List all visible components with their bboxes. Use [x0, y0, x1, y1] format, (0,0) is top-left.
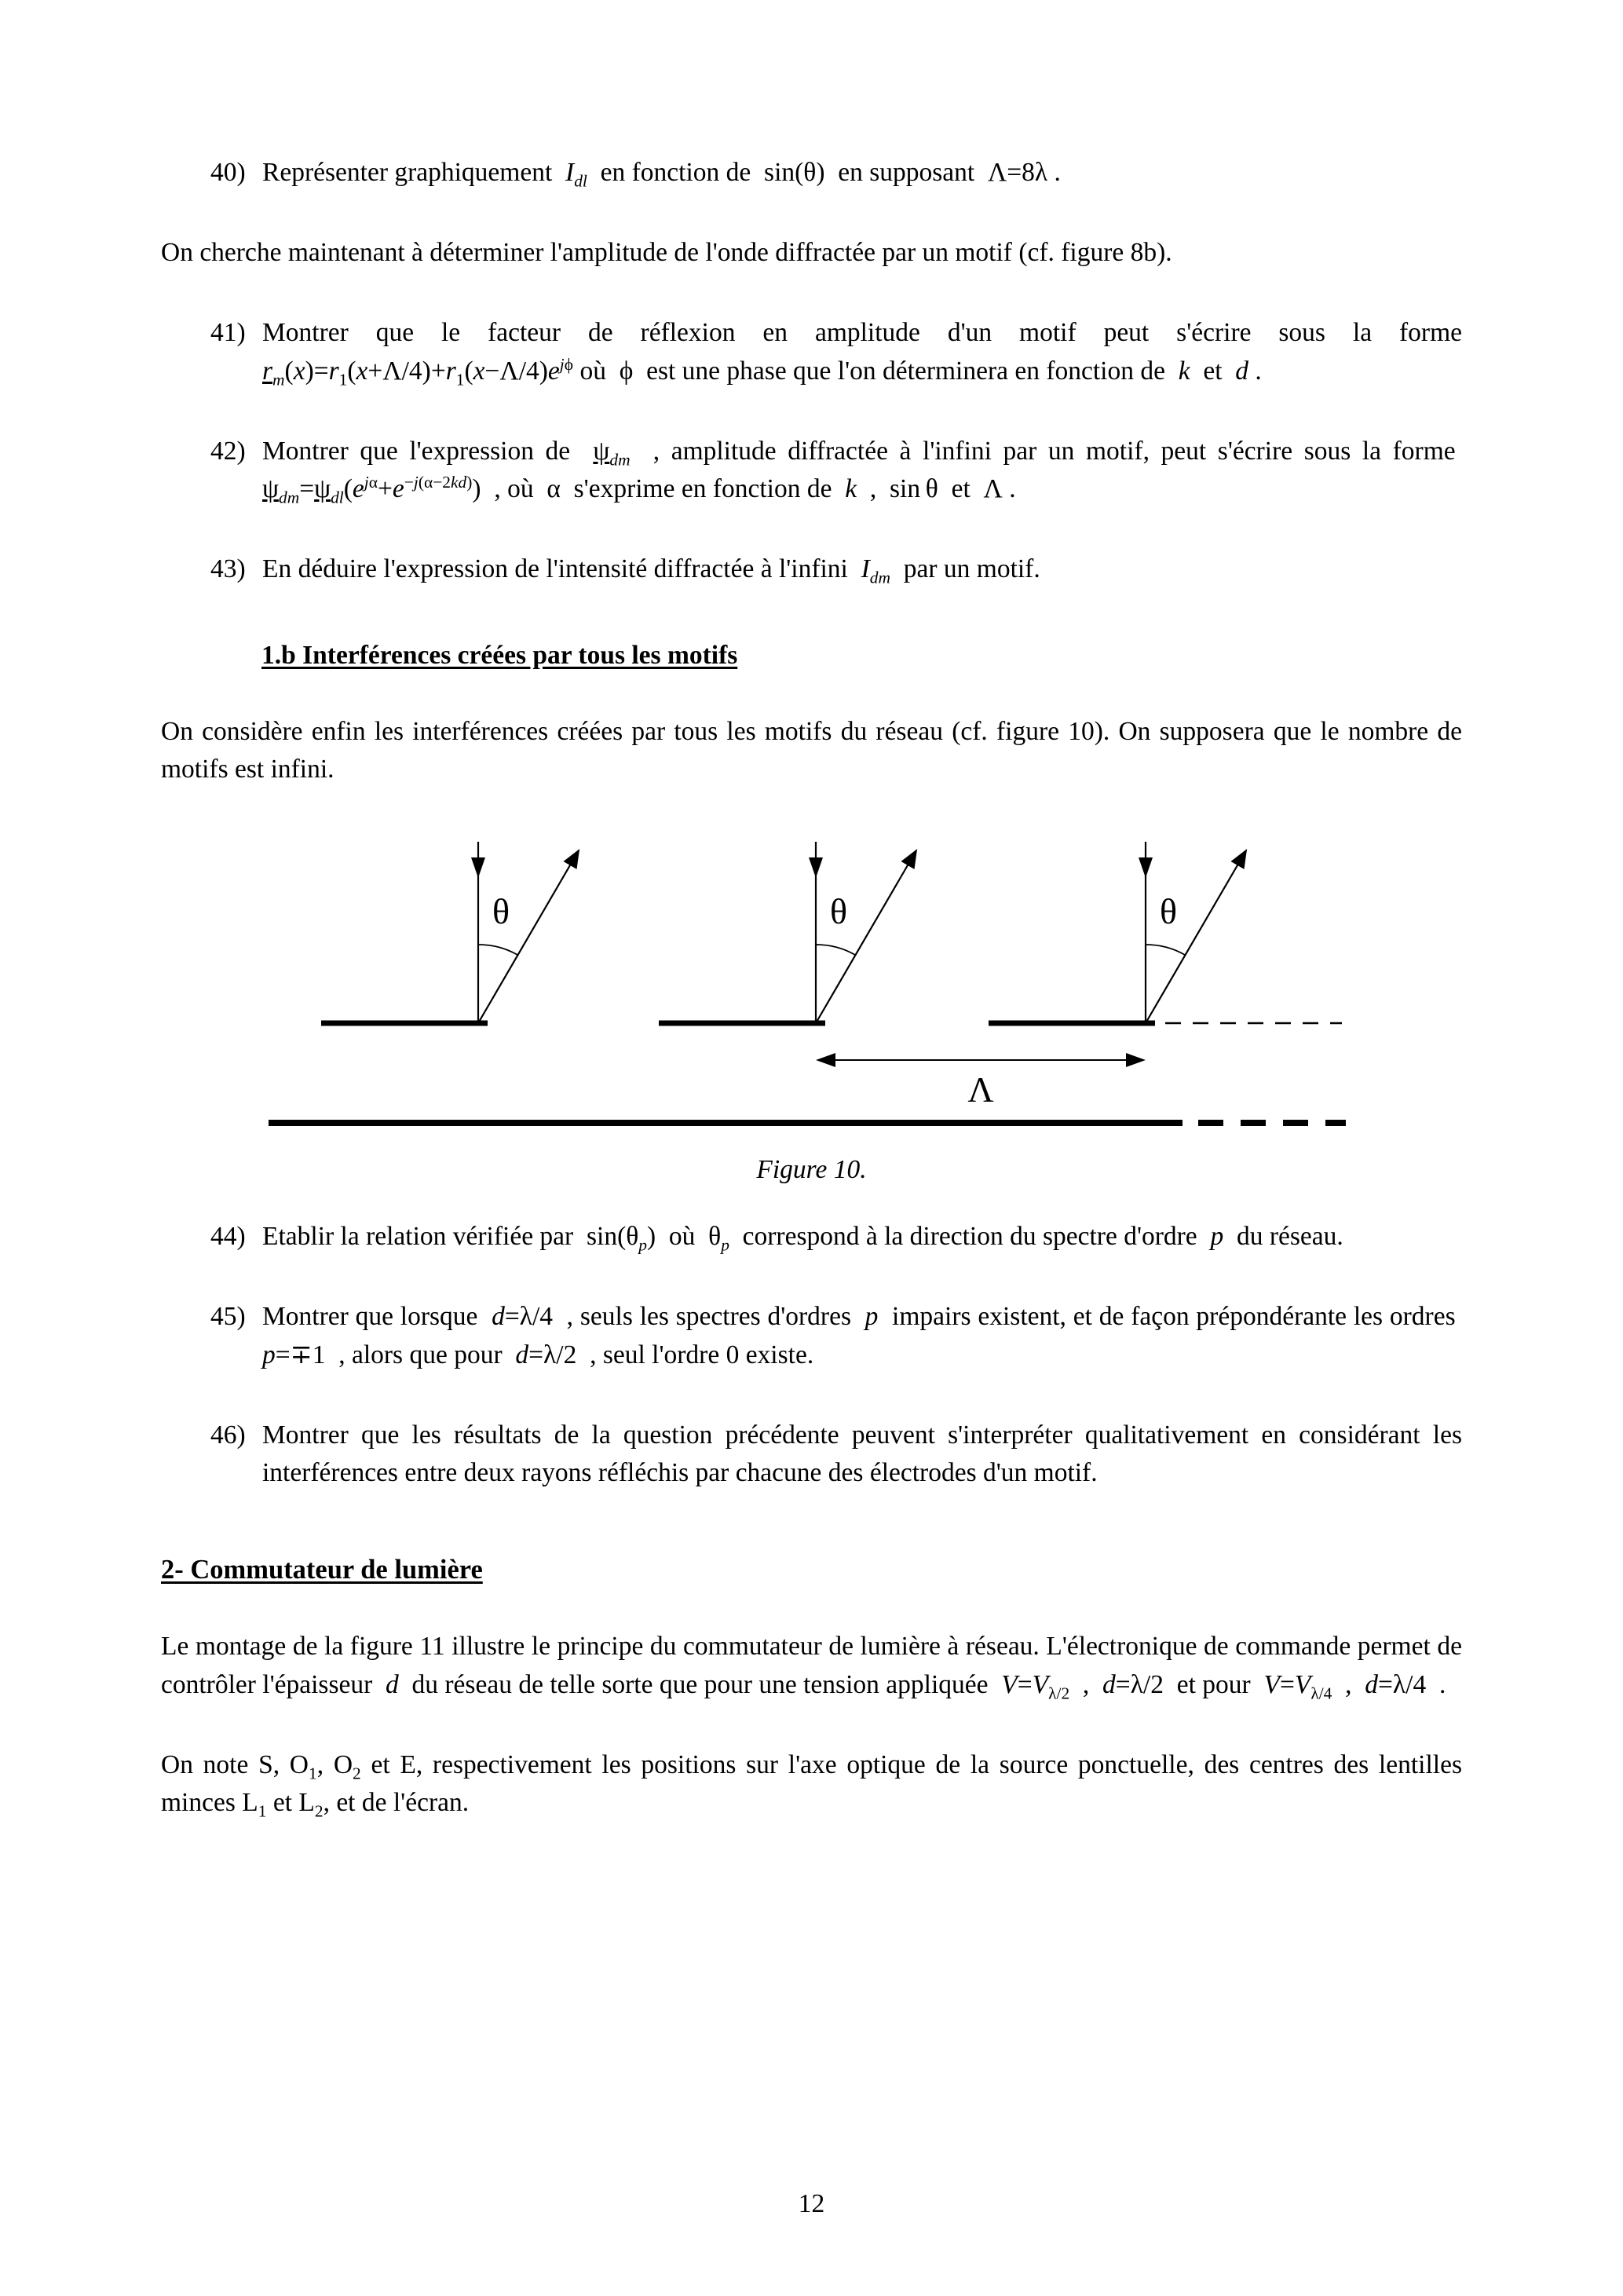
- question-41-number: 41): [210, 318, 246, 348]
- lambda-label: Λ: [967, 1069, 994, 1110]
- paragraph-intro-interferences: On considère enfin les interférences créées par tous les motifs du réseau (cf. figure 10). On supposera que le nombre de motifs est infini.: [161, 716, 1462, 784]
- paragraph-notations: On note S, $O_1$, $O_2$ et E, respectivement les positions sur l'axe optique de la source ponctuelle, des centres des lentilles minces $L_1$ et $L_2$, et de l'écran.: [161, 1749, 1462, 1821]
- incident-ray-arrowhead: [809, 857, 823, 878]
- question-45-text: Montrer que lorsque d=λ/4 , seuls les spectres d'ordres p impairs existent, et de façon prépondérante les ordres p=∓1 , alors que pour d=λ/2 , seul l'ordre 0 existe.: [262, 1302, 1462, 1369]
- theta-label: θ: [829, 891, 847, 932]
- page-number: 12: [798, 2189, 825, 2218]
- question-42-text: Montrer que l'expression de $\psi_{dm}$ , amplitude diffractée à l'infini par un motif, peut s'écrire sous la forme $\psi_{dm}=\psi_{dl}(e^{j\alpha}+e^{-j(\alpha-2kd)})$ , où α s'exprime en fonction de k , sin θ et Λ .: [262, 436, 1462, 507]
- question-44: [161, 1218, 1462, 1256]
- grating-motif-1: [321, 842, 579, 1023]
- question-42: [161, 433, 1462, 508]
- question-44-text: Etablir la relation vérifiée par $\sin(\theta_p)$ où $\theta_p$ correspond à la direction du spectre d'ordre p du réseau.: [262, 1222, 1343, 1255]
- question-42-number: 42): [210, 436, 246, 466]
- question-45-number: 45): [210, 1302, 246, 1332]
- theta-label: θ: [1159, 891, 1177, 932]
- question-41-text: Montrer que le facteur de réflexion en amplitude d'un motif peut s'écrire sous la forme $r_m(x)=r_1(x+\Lambda/4)+r_1(x-\Lambda/4)e^{j\phi}$ où ϕ est une phase que l'on déterminera en fonction de k et d .: [262, 318, 1462, 389]
- theta-angle-arc: [478, 945, 517, 955]
- heading-section-2: 2- Commutateur de lumière: [161, 1555, 483, 1585]
- incident-ray-arrowhead: [471, 857, 485, 878]
- lambda-arrowhead-left: [816, 1053, 835, 1067]
- diffracted-ray: [816, 850, 916, 1023]
- theta-label: θ: [492, 891, 510, 932]
- figure-10-diagram: [262, 831, 1362, 1145]
- figure-10-caption: Figure 10.: [756, 1155, 867, 1185]
- question-40: [161, 154, 1462, 192]
- question-45: [161, 1298, 1462, 1373]
- theta-angle-arc: [816, 945, 855, 955]
- question-46-text: Montrer que les résultats de la question précédente peuvent s'interpréter qualitativement en considérant les interférences entre deux rayons réfléchis par chacune des électrodes d'un motif.: [262, 1420, 1462, 1488]
- paragraph-commutateur: Le montage de la figure 11 illustre le principe du commutateur de lumière à réseau. L'électronique de commande permet de contrôler l'épaisseur d du réseau de telle sorte que pour une tension appliquée $V=V_{\lambda/2}$ , d=λ/2 et pour $V=V_{\lambda/4}$ , d=λ/4 .: [161, 1632, 1462, 1703]
- grating-motif-3: [989, 842, 1246, 1023]
- figure-10: [161, 831, 1462, 1185]
- lambda-arrowhead-right: [1126, 1053, 1146, 1067]
- question-40-number: 40): [210, 158, 246, 187]
- diffracted-ray: [478, 850, 579, 1023]
- question-43-text: En déduire l'expression de l'intensité diffractée à l'infini $I_{dm}$ par un motif.: [262, 554, 1040, 588]
- heading-section-1b: 1.b Interférences créées par tous les motifs: [261, 640, 738, 670]
- question-46-number: 46): [210, 1420, 246, 1450]
- question-44-number: 44): [210, 1222, 246, 1252]
- incident-ray-arrowhead: [1139, 857, 1153, 878]
- question-43: [161, 550, 1462, 588]
- question-40-text: Représenter graphiquement $I_{dl}$ en fonction de sin(θ) en supposant Λ=8λ .: [262, 158, 1061, 191]
- question-43-number: 43): [210, 554, 246, 584]
- grating-motif-2: [659, 842, 916, 1023]
- question-46: [161, 1417, 1462, 1492]
- paragraph-intro-motif: On cherche maintenant à déterminer l'amplitude de l'onde diffractée par un motif (cf. figure 8b).: [161, 238, 1172, 268]
- diffracted-ray: [1146, 850, 1246, 1023]
- question-41: [161, 314, 1462, 389]
- theta-angle-arc: [1146, 945, 1185, 955]
- lambda-dimension-arrow: [816, 1053, 1146, 1110]
